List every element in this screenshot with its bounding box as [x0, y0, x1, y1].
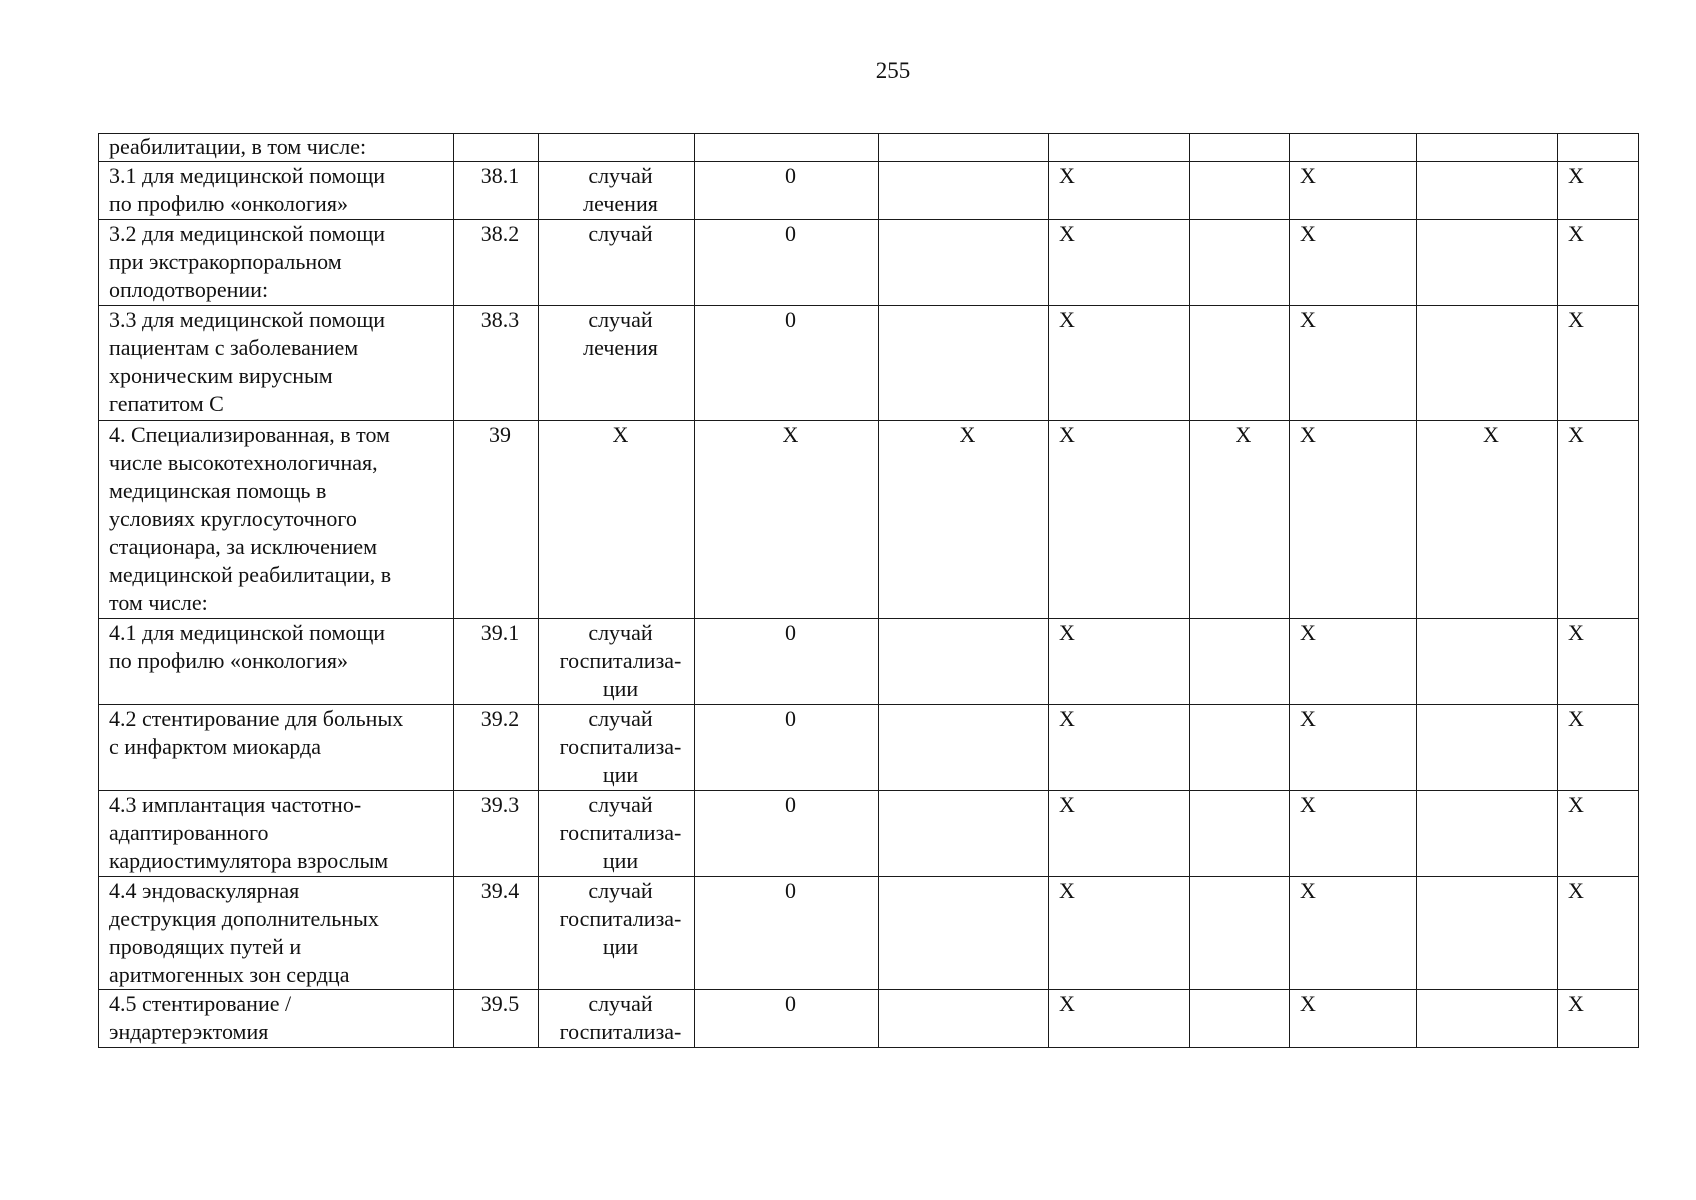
row-unit-cell: случай госпитализа- ции: [539, 877, 695, 990]
row-code-cell: 38.1: [454, 162, 539, 220]
row-name-cell: реабилитации, в том числе:: [99, 134, 454, 162]
table-body: [99, 134, 1639, 1048]
row-name-cell: 4. Специализированная, в том числе высокотехнологичная, медицинская помощь в условиях круглосуточного стационара, за исключением медицинской реабилитации, в том числе:: [99, 421, 454, 619]
table-row: [99, 220, 1639, 306]
value-cell: X: [1558, 990, 1639, 1048]
row-unit-cell: случай госпитализа- ции: [539, 705, 695, 791]
value-cell: X: [1290, 220, 1417, 306]
row-name-cell: 4.2 стентирование для больных с инфарктом миокарда: [99, 705, 454, 791]
value-cell: [1190, 990, 1290, 1048]
table-row: [99, 134, 1639, 162]
value-cell: [1417, 220, 1558, 306]
table-row: [99, 619, 1639, 705]
value-cell: 0: [695, 619, 879, 705]
row-name-cell: 3.1 для медицинской помощи по профилю «онкология»: [99, 162, 454, 220]
row-code-cell: 39.3: [454, 791, 539, 877]
value-cell: [1190, 877, 1290, 990]
row-name-cell: 3.3 для медицинской помощи пациентам с заболеванием хроническим вирусным гепатитом С: [99, 306, 454, 421]
row-code-cell: 38.2: [454, 220, 539, 306]
value-cell: 0: [695, 705, 879, 791]
value-cell: X: [1290, 877, 1417, 990]
value-cell: [879, 877, 1049, 990]
value-cell: X: [1049, 705, 1190, 791]
value-cell: X: [1049, 421, 1190, 619]
value-cell: [1190, 306, 1290, 421]
value-cell: X: [1558, 877, 1639, 990]
table-row: [99, 877, 1639, 990]
value-cell: [879, 705, 1049, 791]
value-cell: [879, 791, 1049, 877]
value-cell: [1290, 134, 1417, 162]
value-cell: [1190, 134, 1290, 162]
value-cell: X: [1558, 791, 1639, 877]
value-cell: [879, 990, 1049, 1048]
value-cell: 0: [695, 162, 879, 220]
value-cell: [1417, 877, 1558, 990]
value-cell: X: [1290, 705, 1417, 791]
value-cell: [1417, 162, 1558, 220]
value-cell: [1417, 619, 1558, 705]
row-code-cell: 39.4: [454, 877, 539, 990]
value-cell: X: [879, 421, 1049, 619]
value-cell: X: [1290, 162, 1417, 220]
value-cell: [695, 134, 879, 162]
data-table: [98, 133, 1639, 1048]
value-cell: X: [1558, 705, 1639, 791]
table-row: [99, 990, 1639, 1048]
row-name-cell: 4.5 стентирование / эндартерэктомия: [99, 990, 454, 1048]
row-name-cell: 4.1 для медицинской помощи по профилю «онкология»: [99, 619, 454, 705]
row-unit-cell: случай лечения: [539, 162, 695, 220]
value-cell: X: [1049, 306, 1190, 421]
value-cell: 0: [695, 877, 879, 990]
value-cell: [1417, 705, 1558, 791]
table-row: [99, 421, 1639, 619]
value-cell: X: [1558, 220, 1639, 306]
table-row: [99, 162, 1639, 220]
value-cell: X: [1417, 421, 1558, 619]
row-unit-cell: случай госпитализа- ции: [539, 791, 695, 877]
page-number: 255: [875, 58, 911, 83]
value-cell: X: [695, 421, 879, 619]
row-unit-cell: X: [539, 421, 695, 619]
table-row: [99, 705, 1639, 791]
value-cell: X: [1290, 306, 1417, 421]
row-code-cell: [454, 134, 539, 162]
value-cell: [879, 619, 1049, 705]
value-cell: [1190, 705, 1290, 791]
table-row: [99, 791, 1639, 877]
value-cell: [879, 162, 1049, 220]
value-cell: X: [1290, 421, 1417, 619]
row-code-cell: 39: [454, 421, 539, 619]
value-cell: [1558, 134, 1639, 162]
row-code-cell: 39.2: [454, 705, 539, 791]
value-cell: [1190, 220, 1290, 306]
value-cell: X: [1049, 220, 1190, 306]
value-cell: [1417, 134, 1558, 162]
table-row: [99, 306, 1639, 421]
value-cell: X: [1049, 877, 1190, 990]
value-cell: [879, 220, 1049, 306]
value-cell: [1049, 134, 1190, 162]
row-unit-cell: случай госпитализа-: [539, 990, 695, 1048]
value-cell: X: [1290, 990, 1417, 1048]
value-cell: X: [1558, 306, 1639, 421]
value-cell: [1417, 306, 1558, 421]
row-code-cell: 39.5: [454, 990, 539, 1048]
value-cell: X: [1049, 162, 1190, 220]
value-cell: [1417, 791, 1558, 877]
row-name-cell: 4.4 эндоваскулярная деструкция дополнительных проводящих путей и аритмогенных зон сердца: [99, 877, 454, 990]
row-unit-cell: [539, 134, 695, 162]
value-cell: X: [1290, 619, 1417, 705]
value-cell: [1417, 990, 1558, 1048]
row-name-cell: 4.3 имплантация частотно- адаптированного кардиостимулятора взрослым: [99, 791, 454, 877]
value-cell: [879, 134, 1049, 162]
row-unit-cell: случай: [539, 220, 695, 306]
value-cell: 0: [695, 791, 879, 877]
value-cell: 0: [695, 306, 879, 421]
value-cell: [1190, 791, 1290, 877]
value-cell: X: [1558, 162, 1639, 220]
row-code-cell: 39.1: [454, 619, 539, 705]
value-cell: [1190, 619, 1290, 705]
row-unit-cell: случай госпитализа- ции: [539, 619, 695, 705]
row-code-cell: 38.3: [454, 306, 539, 421]
value-cell: X: [1049, 619, 1190, 705]
value-cell: [879, 306, 1049, 421]
value-cell: X: [1290, 791, 1417, 877]
row-unit-cell: случай лечения: [539, 306, 695, 421]
value-cell: X: [1049, 791, 1190, 877]
value-cell: [1190, 162, 1290, 220]
value-cell: 0: [695, 220, 879, 306]
value-cell: 0: [695, 990, 879, 1048]
value-cell: X: [1558, 619, 1639, 705]
value-cell: X: [1558, 421, 1639, 619]
value-cell: X: [1190, 421, 1290, 619]
value-cell: X: [1049, 990, 1190, 1048]
row-name-cell: 3.2 для медицинской помощи при экстракорпоральном оплодотворении:: [99, 220, 454, 306]
